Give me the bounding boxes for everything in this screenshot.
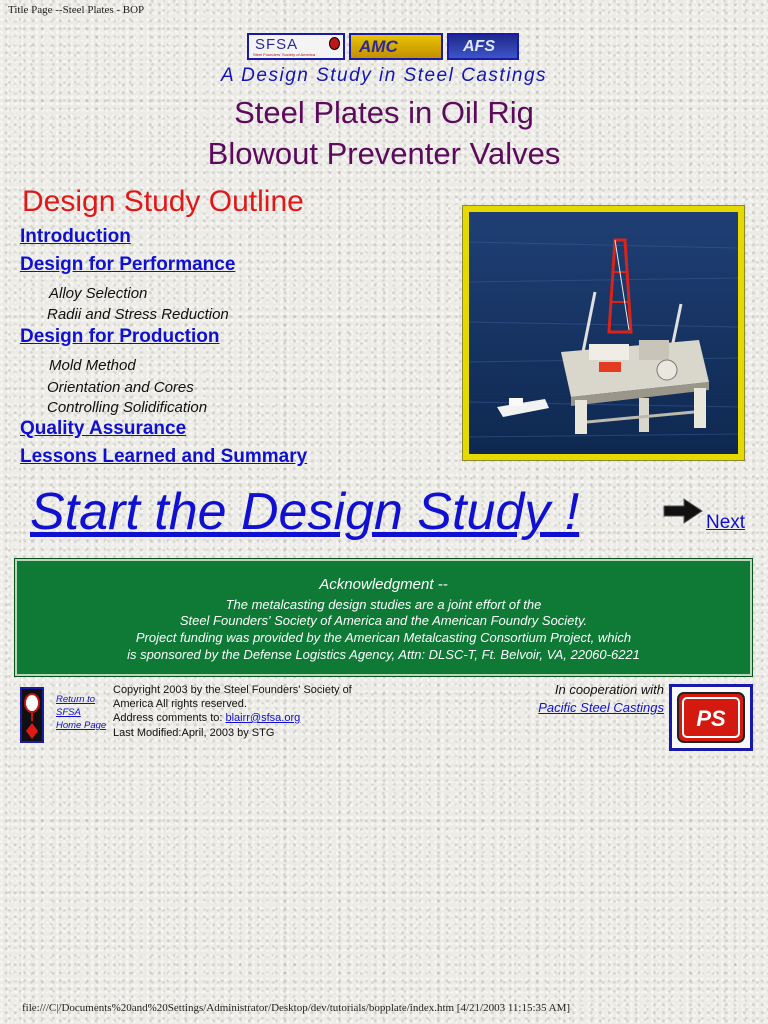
introduction-link[interactable]: Introduction (20, 226, 131, 247)
return-link-line2[interactable]: SFSA (56, 707, 81, 718)
pacific-steel-logo[interactable] (669, 684, 753, 751)
sfsa-logo[interactable] (247, 33, 345, 60)
lessons-learned-link[interactable]: Lessons Learned and Summary (20, 446, 308, 467)
acknowledgment-box (15, 559, 752, 676)
quality-assurance-link[interactable]: Quality Assurance (20, 418, 187, 439)
controlling-solidification-text: Controlling Solidification (47, 399, 208, 416)
afs-logo-text: AFS (463, 38, 495, 55)
afs-logo[interactable] (447, 33, 519, 60)
amc-logo[interactable] (349, 33, 443, 60)
alloy-selection-text: Alloy Selection (49, 285, 148, 302)
design-for-performance-link[interactable]: Design for Performance (20, 254, 236, 275)
cooperation-block (424, 682, 664, 715)
acknowledgment-line: Steel Founders' Society of America and the American Foundry Society. (179, 613, 588, 628)
right-arrow-icon[interactable] (662, 497, 704, 530)
last-modified: Last Modified:April, 2003 by STG (113, 727, 275, 739)
file-path: file:///C|/Documents%20and%20Settings/Administrator/Desktop/dev/tutorials/bopplate/index.htm [4/21/2003 11:15:35 AM] (22, 1002, 571, 1014)
return-link-line1[interactable]: Return to (56, 694, 96, 705)
return-home-links[interactable] (56, 693, 106, 732)
acknowledgment-line: Project funding was provided by the American Metalcasting Consortium Project, which (135, 630, 632, 645)
copyright-line2: America All rights reserved. (113, 698, 247, 710)
sfsa-logo-subtext: Steel Founders' Society of America (253, 52, 316, 57)
oil-rig-image (469, 212, 738, 454)
pacific-steel-link[interactable]: Pacific Steel Castings (538, 700, 664, 715)
sfsa-logo-text: SFSA (255, 36, 299, 53)
mold-method-text: Mold Method (49, 357, 136, 374)
page-title: Title Page --Steel Plates - BOP (8, 4, 145, 16)
study-title-line1: Steel Plates in Oil Rig (234, 95, 534, 130)
study-title-line2: Blowout Preventer Valves (207, 136, 561, 171)
return-home-icon[interactable] (20, 687, 44, 743)
sfsa-logo-mark (329, 37, 340, 50)
ps-logo-text: PS (696, 706, 726, 731)
return-link-line3[interactable]: Home Page (56, 720, 107, 731)
address-prefix: Address comments to: (113, 712, 226, 724)
copyright-line1: Copyright 2003 by the Steel Founders' Society of (113, 684, 352, 696)
address-line (113, 712, 300, 724)
acknowledgment-title: Acknowledgment -- (319, 576, 448, 593)
acknowledgment-line: The metalcasting design studies are a joint effort of the (225, 597, 542, 612)
outline-heading: Design Study Outline (22, 185, 304, 218)
radii-stress-text: Radii and Stress Reduction (47, 306, 229, 323)
amc-logo-text: AMC (359, 37, 398, 56)
orientation-cores-text: Orientation and Cores (47, 379, 194, 396)
acknowledgment-line: is sponsored by the Defense Logistics Agency, Attn: DLSC-T, Ft. Belvoir, VA, 22060-6221 (127, 647, 640, 662)
oil-rig-photo (462, 205, 745, 461)
email-link[interactable]: blairr@sfsa.org (225, 712, 301, 724)
design-for-production-link[interactable]: Design for Production (20, 326, 220, 347)
study-subtitle: A Design Study in Steel Castings (220, 65, 548, 86)
start-design-study-link[interactable]: Start the Design Study ! (30, 483, 580, 541)
cooperation-label: In cooperation with (554, 682, 664, 697)
next-link[interactable]: Next (706, 512, 746, 533)
